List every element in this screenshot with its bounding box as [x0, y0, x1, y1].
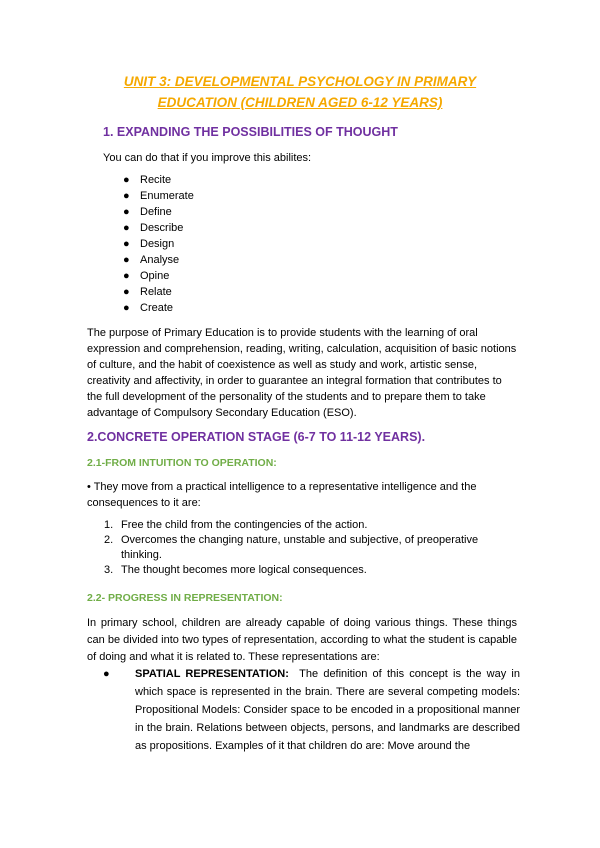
- bullet-icon: ●: [123, 302, 130, 314]
- section-2-heading: 2.CONCRETE OPERATION STAGE (6-7 TO 11-12 YEARS).: [87, 430, 426, 444]
- section-2-2-heading: 2.2- PROGRESS IN REPRESENTATION:: [87, 592, 283, 604]
- document-title-line-2: EDUCATION (CHILDREN AGED 6-12 YEARS): [157, 95, 443, 110]
- bullet-icon: ●: [123, 270, 130, 282]
- bullet-icon: ●: [123, 174, 130, 186]
- bullet-icon: ●: [123, 190, 130, 202]
- section-2-1-heading: 2.1-FROM INTUITION TO OPERATION:: [87, 457, 277, 469]
- section-1-heading: 1. EXPANDING THE POSSIBILITIES OF THOUGHT: [103, 125, 398, 139]
- spatial-label: SPATIAL REPRESENTATION:: [135, 668, 289, 680]
- spatial-text: The definition of this concept is the way in which space is represented in the brain. There are several competing models: Propositional Models: Consider space to be encoded in a propositional manner in the brain. Relations between objects, persons, and landmarks are described as propositions. Examples of it that children do are: Move around the: [135, 668, 520, 752]
- bullet-icon: ●: [123, 238, 130, 250]
- bullet-icon: ●: [123, 222, 130, 234]
- bullet-icon: ●: [103, 668, 110, 680]
- section-1-intro: You can do that if you improve this abilites:: [103, 152, 312, 164]
- bullet-icon: ●: [123, 286, 130, 298]
- list-item: 2. Overcomes the changing nature, unstable and subjective, of preoperative thinking.: [104, 534, 479, 561]
- purpose-paragraph: The purpose of Primary Education is to provide students with the learning of oral expression and comprehension, reading, writing, calculation, acquisition of basic notions of culture, and the habit of coexistence as well as study and work, artistic sense, creativity and affectivity, in order to guarantee an integral formation that contributes to the full development of the personality of the students and to prepare them to take advantage of Compulsory Secondary Education (ESO).: [87, 327, 517, 419]
- list-item: 1. Free the child from the contingencies of the action.: [104, 519, 368, 531]
- document-page: UNIT 3: DEVELOPMENTAL PSYCHOLOGY IN PRIMARY EDUCATION (CHILDREN AGED 6-12 YEARS) 1. EXPANDING THE POSSIBILITIES OF THOUGHT You can do that if you improve this abilites: ● Recite ● Enumerate ● Define ● Describe ● Design ● Analyse ● Opine ● Relate ● Create The purpose of Primary Education is to provide students with the learning of oral expression and comprehension, reading, writing, calculation, acquisition of basic notions of culture, and the habit of coexistence as well as study and work, artistic sense, creativity and affectivity, in order to guarantee an integral formation that contributes to the full development of the personality of the students and to prepare them to take advantage of Compulsory Secondary Education (ESO). 2.CONCRETE OPERATION STAGE (6-7 TO 11-12 YEARS). 2.1-FROM INTUITION TO OPERATION: • They move from a practical intelligence to a representative intelligence and the consequences to it are: 1. Free the child from the contingencies of the action. 2. Overcomes the changing nature, unstable and subjective, of preoperative thinking. 3. The thought becomes more logical consequences. 2.2- PROGRESS IN REPRESENTATION: In primary school, children are already capable of doing various things. These things can be divided into two types of representation, according to what the student is capable of doing and what it is related to. These representations are: ● SPATIAL REPRESENTATION: The definition of this concept is the way in which space is represented in the brain. There are several competing models: Propositional Models: Consider space to be encoded in a propositional manner in the brain. Relations between objects, persons, and landmarks are described as propositions. Examples of it that children do are: Move around the: [0, 0, 600, 848]
- section-2-2-intro: In primary school, children are already capable of doing various things. These things can be divided into two types of representation, according to what the student is capable of doing and what it is related to. These representations are:: [87, 617, 517, 663]
- bullet-icon: ●: [123, 254, 130, 266]
- bullet-icon: ●: [123, 206, 130, 218]
- document-title-line-1: UNIT 3: DEVELOPMENTAL PSYCHOLOGY IN PRIMARY: [123, 74, 477, 89]
- spatial-representation-item: [100, 665, 520, 755]
- section-2-1-intro: • They move from a practical intelligence to a representative intelligence and the consequences to it are:: [87, 481, 477, 509]
- list-item: 3. The thought becomes more logical consequences.: [104, 564, 367, 576]
- consequence-list: [0, 518, 600, 578]
